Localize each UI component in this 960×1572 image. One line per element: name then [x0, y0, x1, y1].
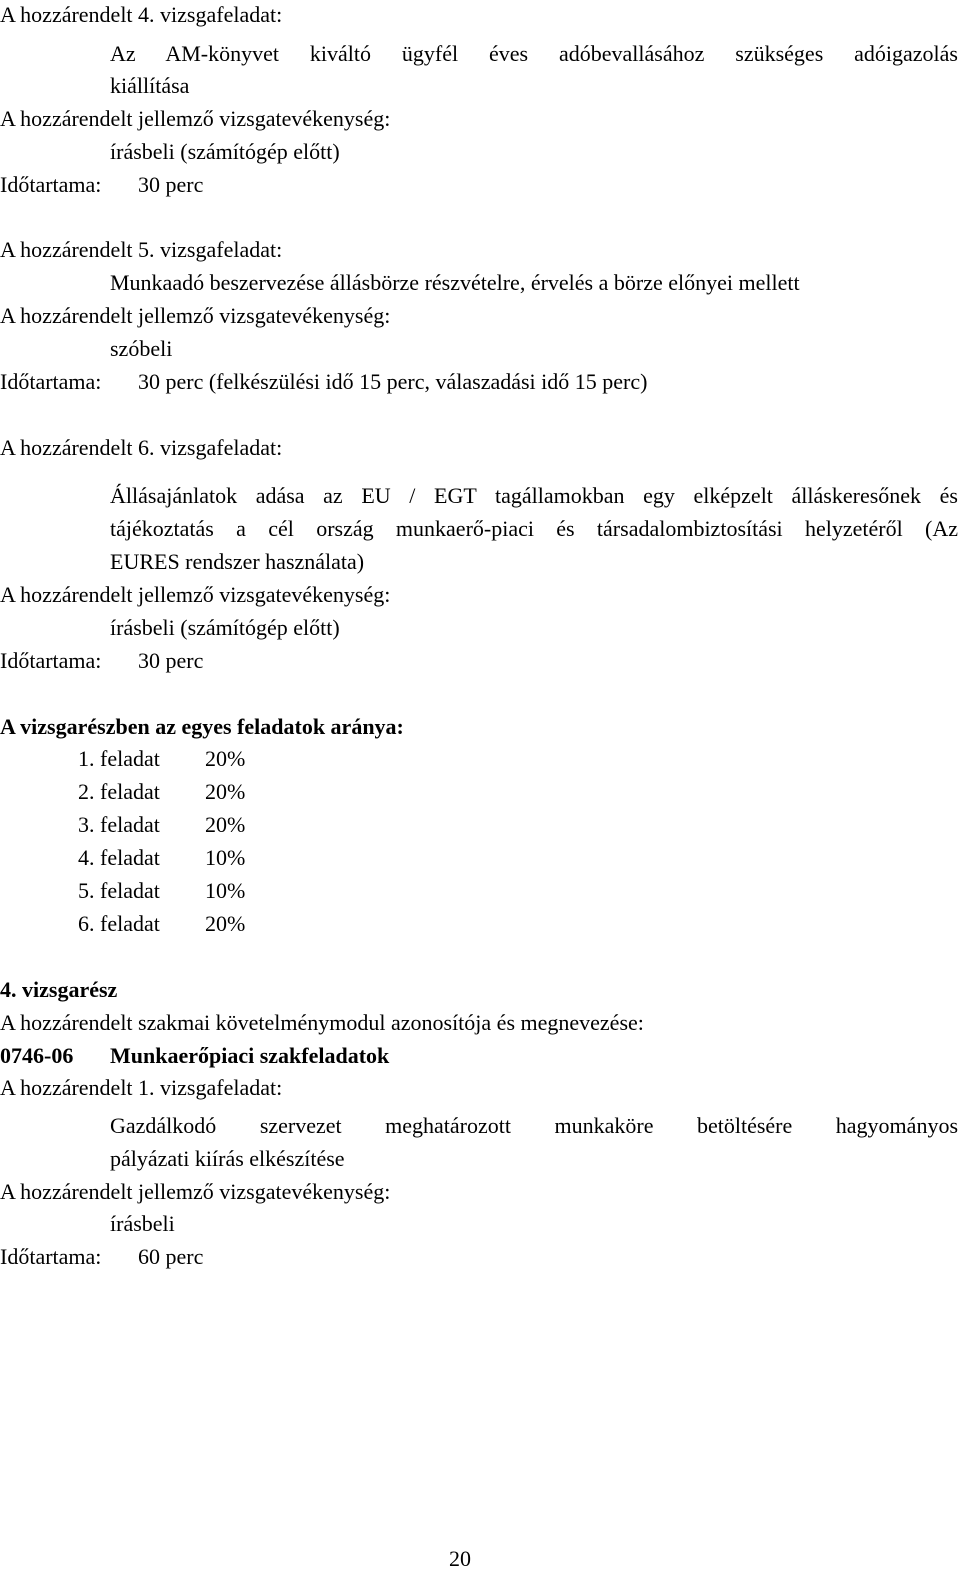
part4-task1-title-line2: pályázati kiírás elkészítése: [110, 1146, 345, 1171]
part4-task1-duration-label: Időtartama:: [0, 1244, 102, 1269]
task4-title-line1: Az AM-könyvet kiváltó ügyfél éves adóbevallásához szükséges adóigazolás: [110, 41, 958, 66]
task6-duration-row: [0, 648, 203, 674]
task4-duration-row: [0, 172, 203, 198]
task5-duration-row: [0, 369, 647, 395]
proportion-value: 20%: [205, 779, 246, 804]
proportion-row: [78, 746, 245, 772]
part4-module-label: A hozzárendelt szakmai követelménymodul azonosítója és megnevezése:: [0, 1010, 644, 1035]
task5-heading: A hozzárendelt 5. vizsgafeladat:: [0, 237, 283, 262]
part4-module-row: [0, 1043, 389, 1069]
task5-duration: 30 perc (felkészülési idő 15 perc, válaszadási idő 15 perc): [138, 369, 648, 394]
proportion-row: [78, 878, 245, 904]
task6-title-line2: tájékoztatás a cél ország munkaerő-piaci és társadalombiztosítási helyzetéről (Az: [110, 516, 958, 541]
part4-task1-activity: írásbeli: [110, 1211, 175, 1236]
proportion-label: 1. feladat: [78, 746, 160, 771]
task5-title: Munkaadó beszervezése állásbörze részvételre, érvelés a börze előnyei mellett: [110, 270, 800, 295]
proportions-heading: A vizsgarészben az egyes feladatok aránya:: [0, 714, 404, 739]
proportion-row: [78, 812, 245, 838]
proportion-row: [78, 911, 245, 937]
proportion-value: 20%: [205, 812, 246, 837]
proportion-row: [78, 779, 245, 805]
task6-activity: írásbeli (számítógép előtt): [110, 615, 340, 640]
task6-heading: A hozzárendelt 6. vizsgafeladat:: [0, 435, 283, 460]
proportion-label: 5. feladat: [78, 878, 160, 903]
task4-activity-label: A hozzárendelt jellemző vizsgatevékenység:: [0, 106, 391, 131]
part4-task1-title-line1: Gazdálkodó szervezet meghatározott munkaköre betöltésére hagyományos: [110, 1113, 958, 1138]
task5-duration-label: Időtartama:: [0, 369, 102, 394]
proportion-value: 10%: [205, 845, 246, 870]
task5-activity: szóbeli: [110, 336, 173, 361]
part4-task1-duration: 60 perc: [138, 1244, 204, 1269]
task4-activity: írásbeli (számítógép előtt): [110, 139, 340, 164]
proportion-label: 2. feladat: [78, 779, 160, 804]
page-number: 20: [449, 1546, 471, 1571]
proportion-label: 4. feladat: [78, 845, 160, 870]
proportion-value: 10%: [205, 878, 246, 903]
part4-task1-duration-row: [0, 1244, 203, 1270]
task4-duration: 30 perc: [138, 172, 204, 197]
proportion-value: 20%: [205, 911, 246, 936]
task5-activity-label: A hozzárendelt jellemző vizsgatevékenység:: [0, 303, 391, 328]
task4-title-line2: kiállítása: [110, 73, 190, 98]
part4-module-name: Munkaerőpiaci szakfeladatok: [110, 1043, 390, 1068]
part4-task1-activity-label: A hozzárendelt jellemző vizsgatevékenység:: [0, 1179, 391, 1204]
task6-title-line1: Állásajánlatok adása az EU / EGT tagállamokban egy elképzelt álláskeresőnek és: [110, 483, 958, 508]
task6-duration-label: Időtartama:: [0, 648, 102, 673]
task6-activity-label: A hozzárendelt jellemző vizsgatevékenység:: [0, 582, 391, 607]
task6-title-line3: EURES rendszer használata): [110, 549, 365, 574]
proportion-row: [78, 845, 245, 871]
proportion-label: 3. feladat: [78, 812, 160, 837]
part4-task1-heading: A hozzárendelt 1. vizsgafeladat:: [0, 1075, 283, 1100]
part4-module-code: 0746-06: [0, 1043, 74, 1068]
part4-heading: 4. vizsgarész: [0, 977, 118, 1002]
task4-duration-label: Időtartama:: [0, 172, 102, 197]
proportion-value: 20%: [205, 746, 246, 771]
task6-duration: 30 perc: [138, 648, 204, 673]
task4-heading: A hozzárendelt 4. vizsgafeladat:: [0, 2, 283, 27]
proportion-label: 6. feladat: [78, 911, 160, 936]
